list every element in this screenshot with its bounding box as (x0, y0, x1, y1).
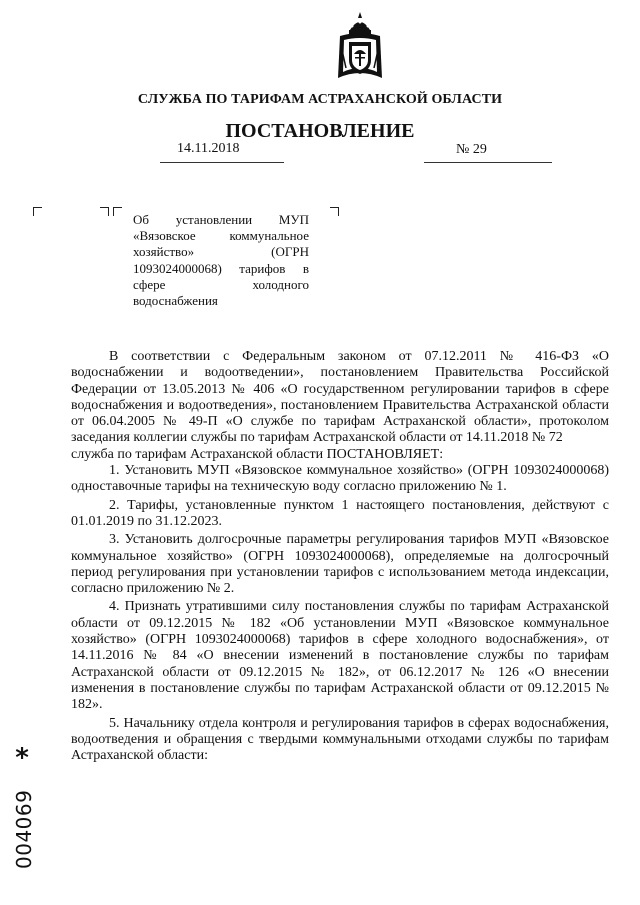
corner-mark-left (33, 207, 42, 216)
preamble-paragraph: В соответствии с Федеральным законом от 07.12.2011 № 416-ФЗ «О водоснабжении и водоотведении», постановлением Правительства Российской Федерации от 13.05.2013 № 406 «О государственном регулировании тарифов в сфере водоснабжения и водоотведения», постановлением Правительства Астраханской области от 06.04.2005 № 49-П «О службе по тарифам Астраханской области», протоколом заседания коллегии службы по тарифам Астраханской области от 14.11.2018 № 72 (71, 349, 609, 446)
registration-mark (2, 743, 42, 869)
corner-mark-subject-left-a (100, 207, 109, 216)
corner-mark-subject-left-b (113, 207, 122, 216)
date-underline (160, 162, 284, 163)
document-body (71, 349, 609, 764)
item-paragraph-5: 5. Начальнику отдела контроля и регулирования тарифов в сферах водоснабжения, водоотведения и обращения с твердыми коммунальными отходами службы по тарифам Астраханской области: (71, 715, 609, 764)
registration-code: 004069 (12, 789, 36, 869)
document-type: ПОСТАНОВЛЕНИЕ (225, 120, 415, 142)
item-paragraph-4: 4. Признать утратившими силу постановления службы по тарифам Астраханской области от 09.12.2015 № 182 «Об установлении МУП «Вязовское коммунальное хозяйство» (ОГРН 1093024000068) тарифов в сфере холодного водоснабжения», от 14.11.2016 № 84 «О внесении изменений в постановление службы по тарифам Астраханской области от 09.12.2015 № 182», от 06.12.2017 № 126 «О внесении изменения в постановление службы по тарифам Астраханской области от 09.12.2015 № 182». (71, 599, 609, 713)
registration-star: * (15, 743, 29, 773)
document-date: 14.11.2018 (177, 141, 240, 156)
item-paragraph-1: 1. Установить МУП «Вязовское коммунальное хозяйство» (ОГРН 1093024000068) одноставочные тарифы на техническую воду согласно приложению № 1. (71, 463, 609, 495)
document-subject: Об установлении МУП «Вязовское коммунальное хозяйство» (ОГРН 1093024000068) тарифов в сфере холодного водоснабжения (133, 212, 309, 309)
coat-of-arms-icon (336, 10, 384, 82)
document-number: № 29 (456, 142, 487, 157)
resolves-paragraph: служба по тарифам Астраханской области ПОСТАНОВЛЯЕТ: (71, 446, 444, 462)
corner-mark-subject-right (330, 207, 339, 216)
number-underline (424, 162, 552, 163)
item-paragraph-3: 3. Установить долгосрочные параметры регулирования тарифов МУП «Вязовское коммунальное хозяйство» (ОГРН 1093024000068), определяемые на долгосрочный период регулирования при установлении тарифов с использованием метода индексации, согласно приложению № 2. (71, 532, 609, 597)
item-paragraph-2: 2. Тарифы, установленные пунктом 1 настоящего постановления, действуют с 01.01.2019 по 31.12.2023. (71, 497, 609, 529)
agency-name: СЛУЖБА ПО ТАРИФАМ АСТРАХАНСКОЙ ОБЛАСТИ (137, 92, 503, 107)
